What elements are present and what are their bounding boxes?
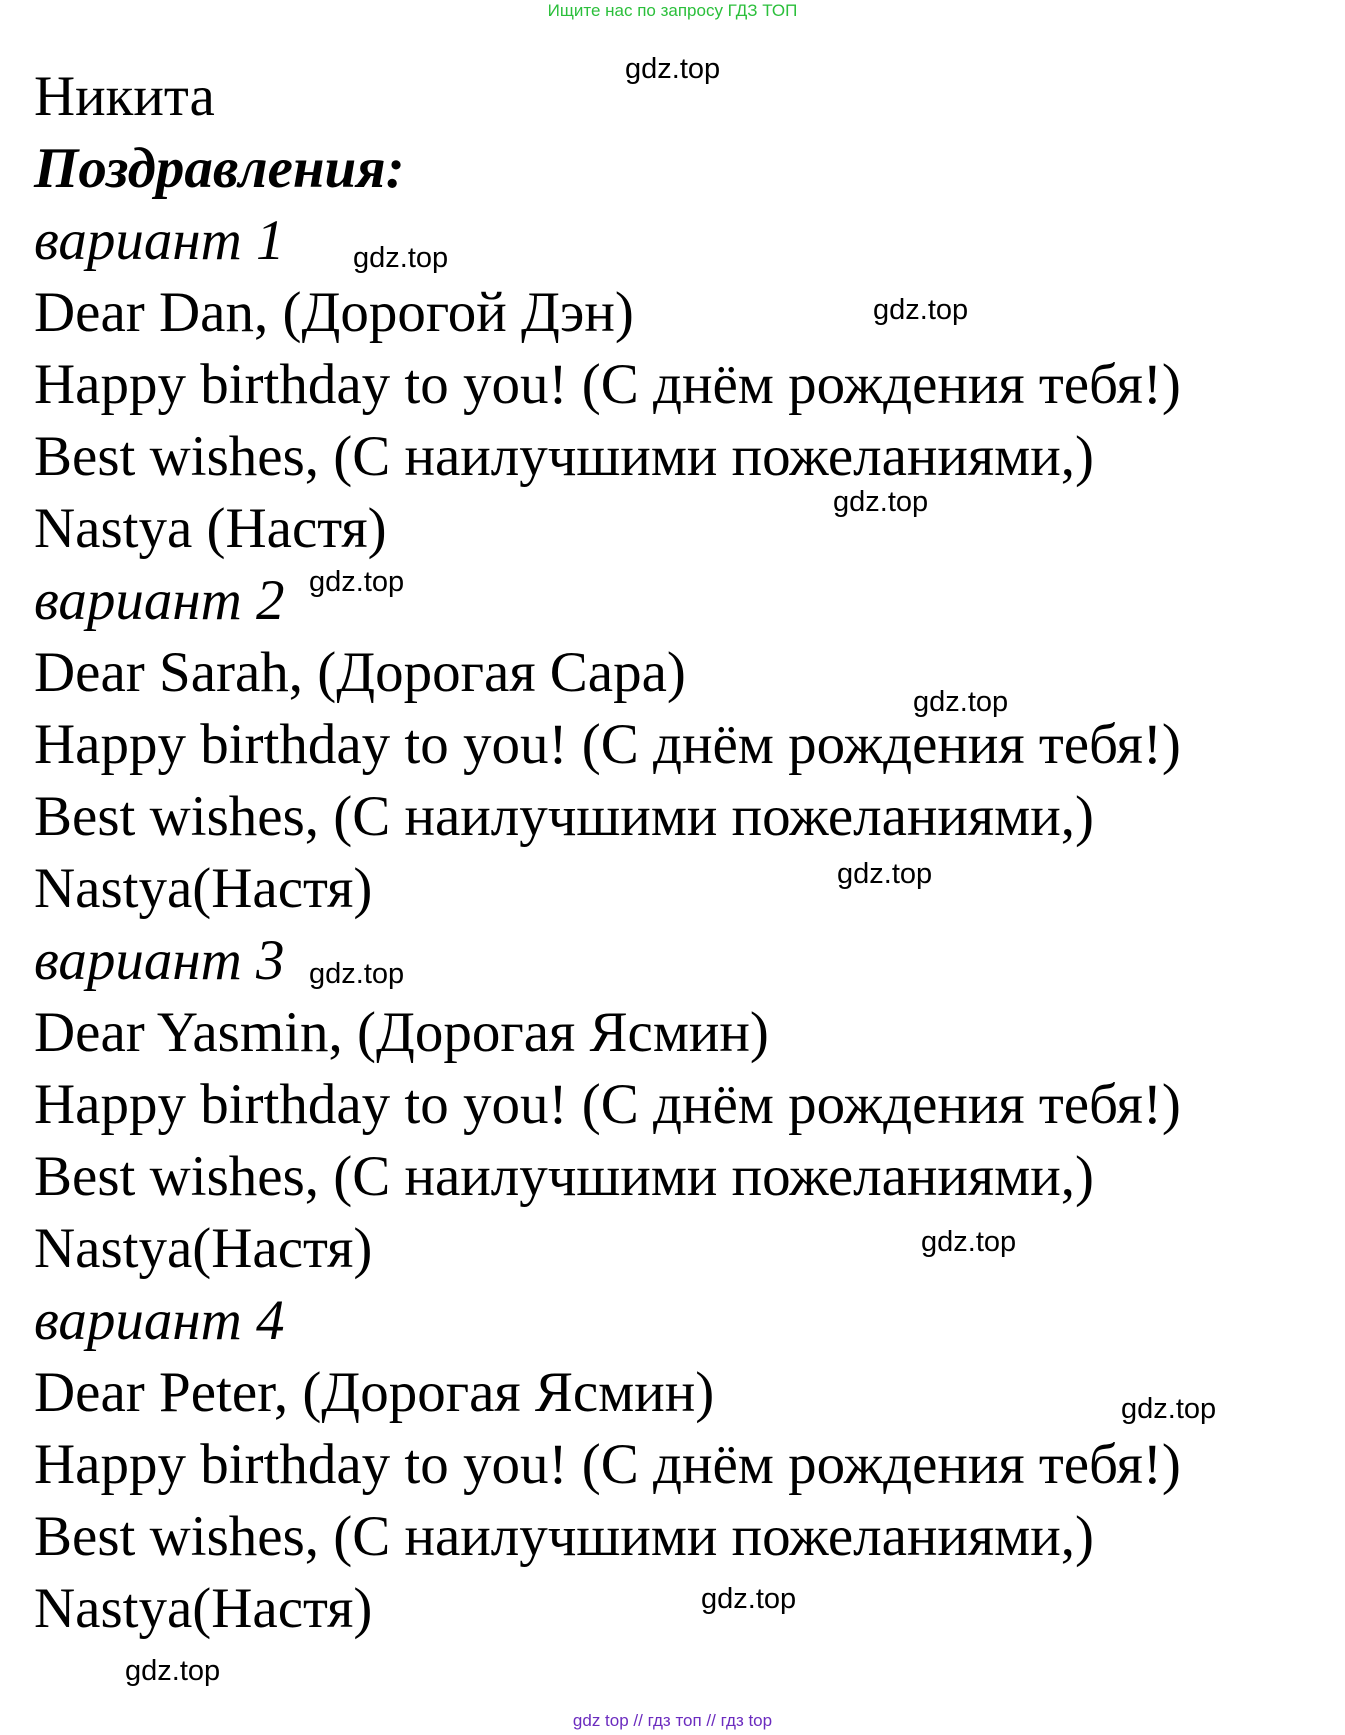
watermark: gdz.top [309, 566, 405, 598]
watermark: gdz.top [125, 1655, 221, 1687]
variant-2-wishes: Best wishes, (С наилучшими пожеланиями,) [34, 785, 1094, 848]
variant-1-wishes: Best wishes, (С наилучшими пожеланиями,) [34, 425, 1094, 488]
variant-3-wishes: Best wishes, (С наилучшими пожеланиями,) [34, 1145, 1094, 1208]
watermark: gdz.top [625, 53, 721, 85]
variant-3-happy: Happy birthday to you! (С днём рождения тебя!) [34, 1073, 1181, 1136]
watermark: gdz.top [309, 958, 405, 990]
watermark: gdz.top [921, 1226, 1017, 1258]
footer-watermark: gdz top // гдз топ // гдз top [572, 1711, 773, 1730]
variant-1-happy: Happy birthday to you! (С днём рождения тебя!) [34, 353, 1181, 416]
variant-4-label: вариант 4 [34, 1289, 285, 1352]
variant-2-dear: Dear Sarah, (Дорогая Сара) [34, 641, 686, 704]
watermark: gdz.top [1121, 1393, 1217, 1425]
variant-4-happy: Happy birthday to you! (С днём рождения тебя!) [34, 1433, 1181, 1496]
watermark: gdz.top [873, 294, 969, 326]
variant-2-sign: Nastya(Настя) [34, 857, 373, 920]
variant-4-sign: Nastya(Настя) [34, 1577, 373, 1640]
variant-3-label: вариант 3 [34, 929, 285, 992]
watermark: gdz.top [833, 486, 929, 518]
variant-1-label: вариант 1 [34, 209, 285, 272]
variant-4-wishes: Best wishes, (С наилучшими пожеланиями,) [34, 1505, 1094, 1568]
watermark: gdz.top [701, 1583, 797, 1615]
variant-2-label: вариант 2 [34, 569, 285, 632]
variant-3-dear: Dear Yasmin, (Дорогая Ясмин) [34, 1001, 769, 1064]
variant-1-sign: Nastya (Настя) [34, 497, 387, 560]
variant-3-sign: Nastya(Настя) [34, 1217, 373, 1280]
student-name: Никита [34, 65, 215, 128]
watermark: gdz.top [837, 858, 933, 890]
watermark: gdz.top [913, 686, 1009, 718]
top-banner: Ищите нас по запросу ГДЗ ТОП [547, 1, 798, 20]
variant-4-dear: Dear Peter, (Дорогая Ясмин) [34, 1361, 715, 1424]
page-heading: Поздравления: [34, 137, 405, 200]
variant-2-happy: Happy birthday to you! (С днём рождения тебя!) [34, 713, 1181, 776]
watermark: gdz.top [353, 242, 449, 274]
variant-1-dear: Dear Dan, (Дорогой Дэн) [34, 281, 634, 344]
